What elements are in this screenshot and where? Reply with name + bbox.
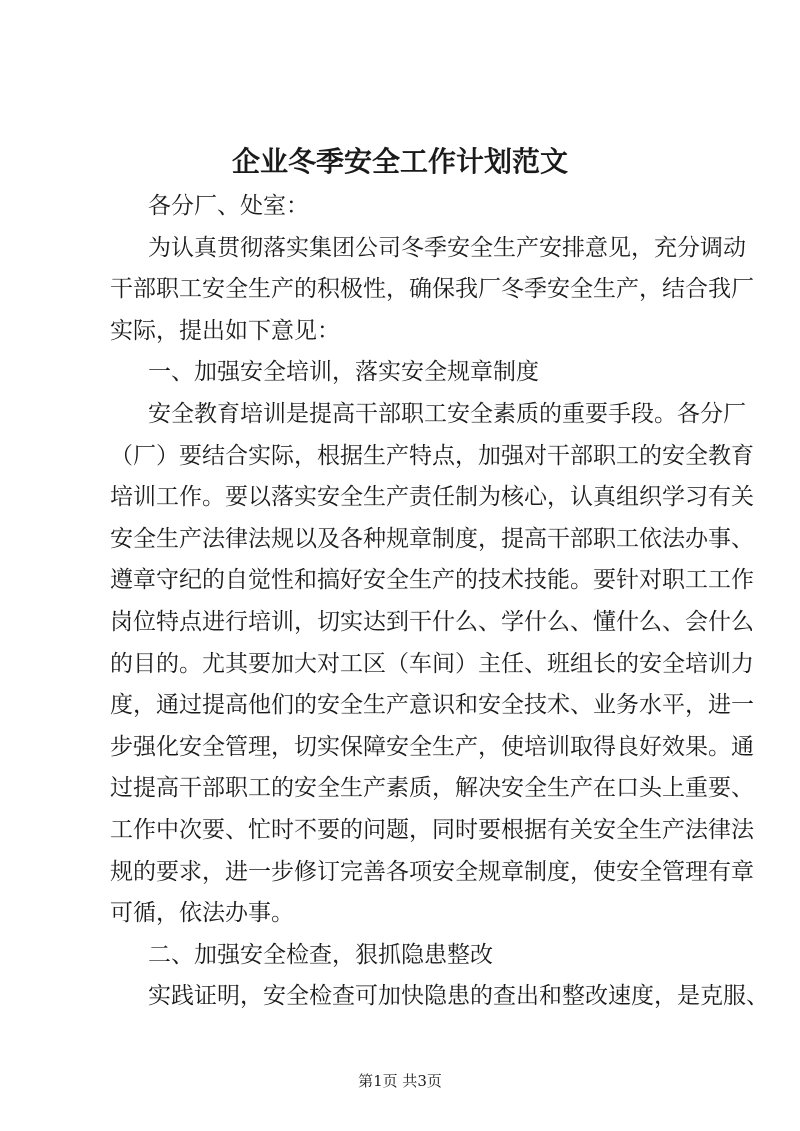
text-line: 一、加强安全培训，落实安全规章制度 [148, 359, 539, 386]
text-line: 可循，依法办事。 [110, 900, 294, 927]
text-line: 实践证明，安全检查可加快隐患的查出和整改速度，是克服、 [148, 983, 769, 1010]
text-line: 为认真贯彻落实集团公司冬季安全生产安排意见，充分调动 [148, 234, 746, 261]
text-line: 培训工作。要以落实安全生产责任制为核心，认真组织学习有关 [110, 484, 754, 511]
document-body [110, 186, 769, 1018]
text-line: 安全生产法律法规以及各种规章制度，提高干部职工依法办事、 [110, 525, 754, 552]
page-footer: 第1页 共3页 [358, 1072, 442, 1090]
text-line: 过提高干部职工的安全生产素质，解决安全生产在口头上重要、 [110, 775, 754, 802]
text-line: 实际，提出如下意见： [110, 317, 340, 344]
text-line: 干部职工安全生产的积极性，确保我厂冬季安全生产，结合我厂 [110, 276, 754, 303]
text-line: 步强化安全管理，切实保障安全生产，使培训取得良好效果。通 [110, 733, 754, 760]
text-line: （厂）要结合实际，根据生产特点，加强对干部职工的安全教育 [110, 442, 754, 469]
text-line: 规的要求，进一步修订完善各项安全规章制度，使安全管理有章 [110, 858, 754, 885]
text-line: 二、加强安全检查，狠抓隐患整改 [148, 941, 493, 968]
text-line: 度，通过提高他们的安全生产意识和安全技术、业务水平，进一 [110, 692, 754, 719]
text-line: 遵章守纪的自觉性和搞好安全生产的技术技能。要针对职工工作 [110, 567, 754, 594]
text-line: 的目的。尤其要加大对工区（车间）主任、班组长的安全培训力 [110, 650, 754, 677]
text-line: 安全教育培训是提高干部职工安全素质的重要手段。各分厂 [148, 400, 746, 427]
text-line: 工作中次要、忙时不要的问题，同时要根据有关安全生产法律法 [110, 816, 754, 843]
document-title: 企业冬季安全工作计划范文 [231, 145, 568, 178]
text-line: 各分厂、处室： [148, 193, 309, 219]
text-line: 岗位特点进行培训，切实达到干什么、学什么、懂什么、会什么 [110, 608, 754, 635]
